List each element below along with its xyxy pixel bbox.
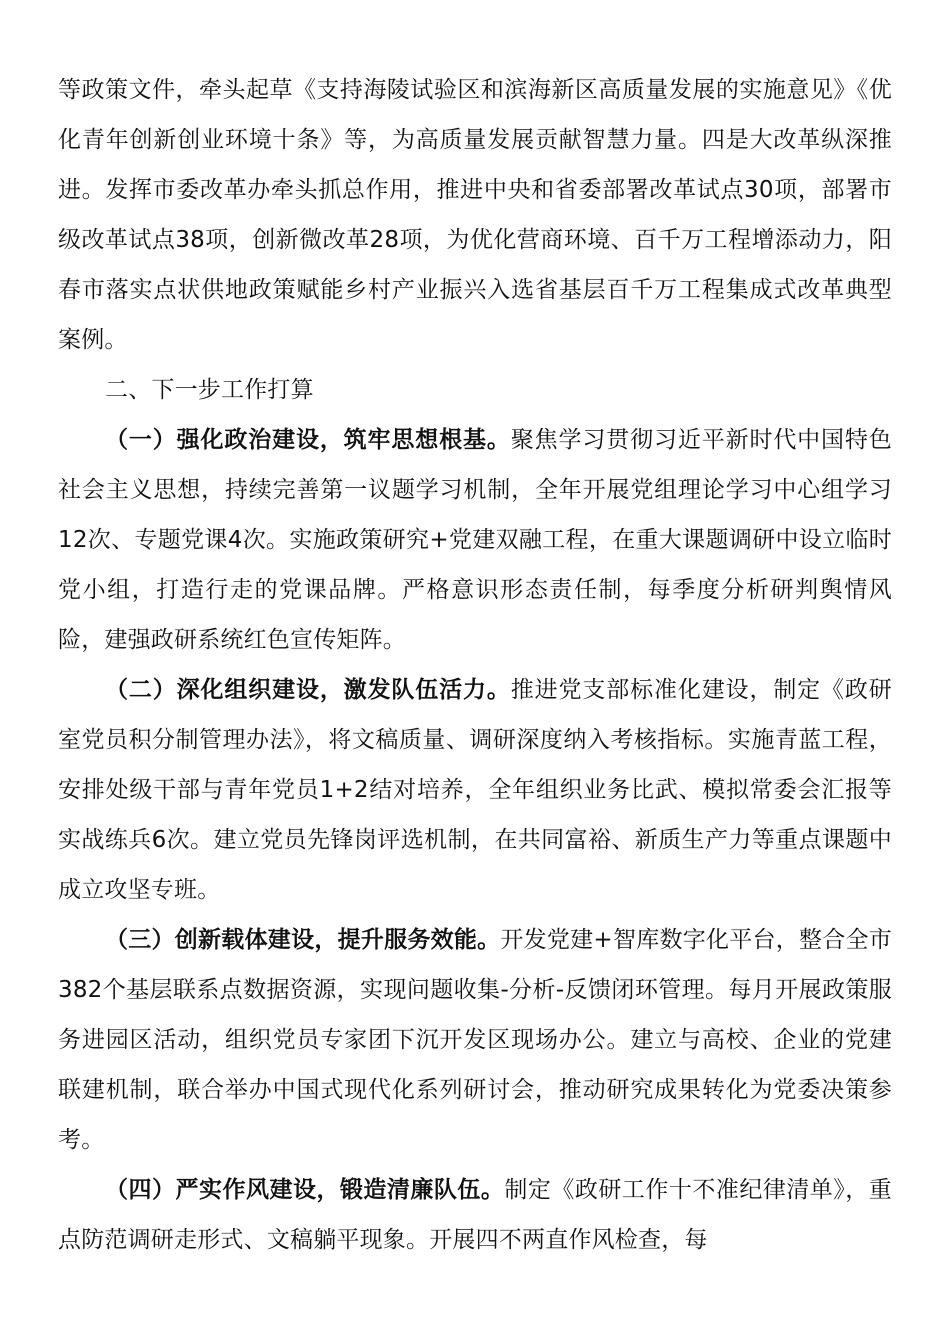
plan-item-title: （三）创新载体建设，提升服务效能。 — [105, 927, 501, 953]
plan-item-organization — [58, 665, 892, 915]
plan-item-carrier — [58, 915, 892, 1165]
plan-item-title: （一）强化政治建设，筑牢思想根基。 — [105, 427, 511, 453]
plan-item-style — [58, 1165, 892, 1265]
plan-item-body: 开发党建+智库数字化平台，整合全市382个基层联系点数据资源，实现问题收集-分析-反馈闭环管理。每月开展政策服务进园区活动，组织党员专家团下沉开发区现场办公。建立与高校、企业的党建联建机制，联合举办中国式现代化系列研讨会，推动研究成果转化为党委决策参考。 — [58, 927, 892, 1153]
paragraph-reform-summary: 等政策文件，牵头起草《支持海陵试验区和滨海新区高质量发展的实施意见》《优化青年创新创业环境十条》等，为高质量发展贡献智慧力量。四是大改革纵深推进。发挥市委改革办牵头抓总作用，推进中央和省委部署改革试点30项，部署市级改革试点38项，创新微改革28项，为优化营商环境、百千万工程增添动力，阳春市落实点状供地政策赋能乡村产业振兴入选省基层百千万工程集成式改革典型案例。 — [58, 77, 892, 353]
document-body — [58, 65, 892, 1265]
plan-item-body: 推进党支部标准化建设，制定《政研室党员积分制管理办法》，将文稿质量、调研深度纳入考核指标。实施青蓝工程，安排处级干部与青年党员1+2结对培养，全年组织业务比武、模拟常委会汇报等实战练兵6次。建立党员先锋岗评选机制，在共同富裕、新质生产力等重点课题中成立攻坚专班。 — [58, 677, 892, 903]
plan-item-political — [58, 415, 892, 665]
plan-item-title: （四）严实作风建设，锻造清廉队伍。 — [105, 1177, 505, 1203]
section-heading: 二、下一步工作打算 — [105, 377, 314, 403]
plan-item-body: 聚焦学习贯彻习近平新时代中国特色社会主义思想，持续完善第一议题学习机制，全年开展党组理论学习中心组学习12次、专题党课4次。实施政策研究+党建双融工程，在重大课题调研中设立临时党小组，打造行走的党课品牌。严格意识形态责任制，每季度分析研判舆情风险，建强政研系统红色宣传矩阵。 — [58, 427, 892, 653]
plan-item-title: （二）深化组织建设，激发队伍活力。 — [105, 677, 511, 703]
plan-item-body: 制定《政研工作十不准纪律清单》，重点防范调研走形式、文稿躺平现象。开展四不两直作风检查，每 — [58, 1177, 892, 1253]
